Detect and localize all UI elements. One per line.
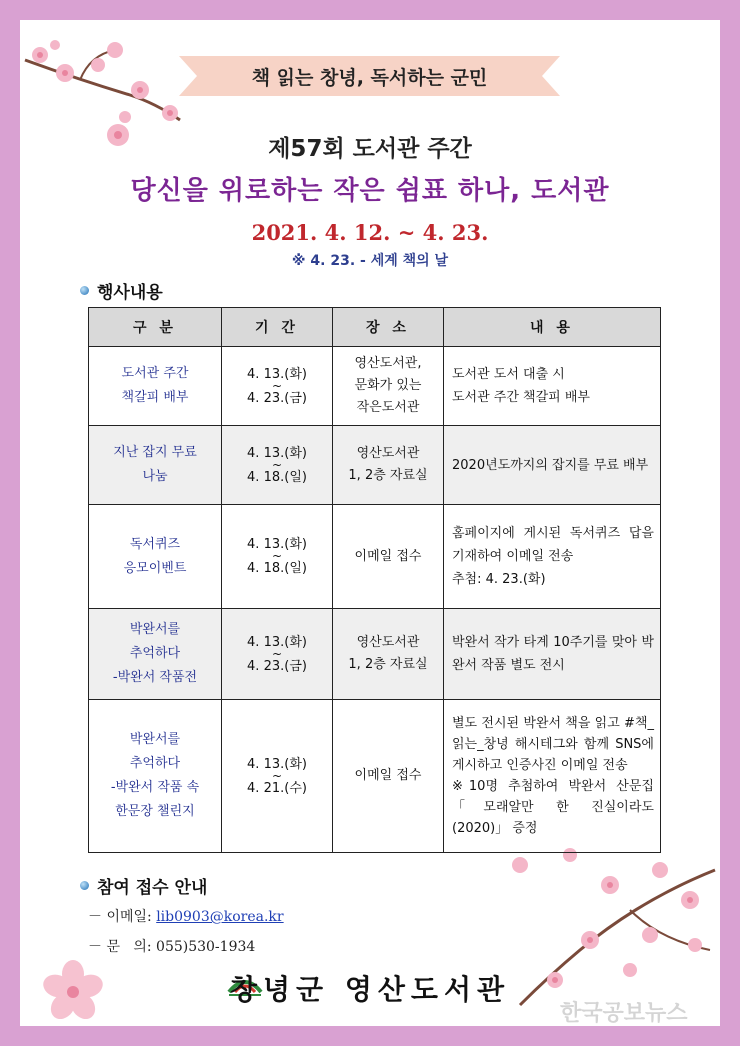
section-contact-label: 참여 접수 안내 — [97, 878, 208, 898]
contact-phone-line — [88, 936, 255, 956]
event-place: 이메일 접수 — [333, 505, 444, 609]
event-name: 도서관 주간 책갈피 배부 — [89, 347, 222, 426]
event-period: 4. 13.(화) ~ 4. 23.(금) — [222, 347, 333, 426]
table-row — [89, 700, 661, 853]
event-name: 박완서를 추억하다 -박완서 작품전 — [89, 609, 222, 700]
event-name: 독서퀴즈 응모이벤트 — [89, 505, 222, 609]
event-name: 지난 잡지 무료 나눔 — [89, 426, 222, 505]
event-period: 4. 13.(화) ~ 4. 18.(일) — [222, 426, 333, 505]
section-events-heading — [80, 278, 163, 303]
event-place: 영산도서관 1, 2층 자료실 — [333, 426, 444, 505]
event-period: 4. 13.(화) ~ 4. 18.(일) — [222, 505, 333, 609]
bullet-icon — [80, 286, 89, 295]
header-content: 내 용 — [444, 308, 661, 347]
section-contact-heading — [80, 873, 207, 898]
events-table — [88, 307, 661, 853]
table-row — [89, 609, 661, 700]
event-dates: 2021. 4. 12. ~ 4. 23. — [251, 220, 489, 245]
event-description: 도서관 도서 대출 시 도서관 주간 책갈피 배부 — [444, 347, 661, 426]
slogan-text: 책 읽는 창녕, 독서하는 군민 — [251, 66, 488, 89]
event-subtitle: 당신을 위로하는 작은 쉼표 하나, 도서관 — [130, 176, 610, 206]
bullet-icon — [80, 881, 89, 890]
event-period: 4. 13.(화) ~ 4. 21.(수) — [222, 700, 333, 853]
header-category: 구 분 — [89, 308, 222, 347]
section-events-label: 행사내용 — [97, 283, 163, 303]
contact-email-line — [88, 906, 284, 926]
table-row — [89, 505, 661, 609]
event-period: 4. 13.(화) ~ 4. 23.(금) — [222, 609, 333, 700]
table-row — [89, 347, 661, 426]
email-label: － 이메일: — [88, 909, 152, 925]
table-row — [89, 426, 661, 505]
event-title: 제57회 도서관 주간 — [268, 136, 472, 162]
slogan-banner — [197, 56, 542, 96]
event-description: 별도 전시된 박완서 책을 읽고 #책_읽는_창녕 해시테그와 함께 SNS에 게시하고 인증사진 이메일 전송 ※10명 추첨하여 박완서 산문집「모래알만 한 진실이라도(2020)」 증정 — [444, 700, 661, 853]
phone-number: 055)530-1934 — [156, 939, 256, 955]
event-place: 이메일 접수 — [333, 700, 444, 853]
phone-label: － 문 의: — [88, 939, 152, 955]
event-description: 2020년도까지의 잡지를 무료 배부 — [444, 426, 661, 505]
email-link[interactable]: lib0903@korea.kr — [156, 909, 284, 925]
event-name: 박완서를 추억하다 -박완서 작품 속 한문장 챌린지 — [89, 700, 222, 853]
event-place: 영산도서관, 문화가 있는 작은도서관 — [333, 347, 444, 426]
event-description: 홈페이지에 게시된 독서퀴즈 답을 기재하여 이메일 전송 추첨: 4. 23.(화) — [444, 505, 661, 609]
event-description: 박완서 작가 타계 10주기를 맞아 박완서 작품 별도 전시 — [444, 609, 661, 700]
header-place: 장 소 — [333, 308, 444, 347]
news-watermark: 한국공보뉴스 — [560, 1001, 688, 1026]
table-header-row — [89, 308, 661, 347]
library-name-footer: 창녕군 영산도서관 — [229, 973, 511, 1006]
header-period: 기 간 — [222, 308, 333, 347]
event-place: 영산도서관 1, 2층 자료실 — [333, 609, 444, 700]
world-book-day-note: ※ 4. 23. - 세계 책의 날 — [291, 253, 449, 269]
